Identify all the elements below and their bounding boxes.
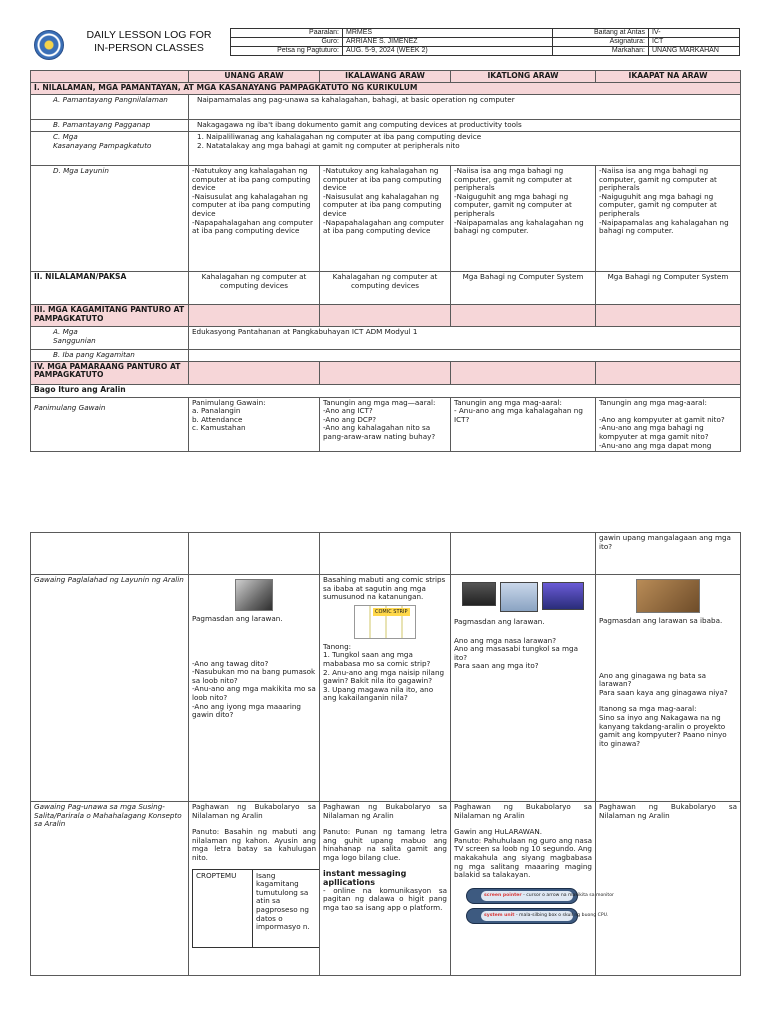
laptop-image [542, 582, 584, 610]
row-pamantayang-pagganap [31, 120, 741, 132]
pagunawa-day2-term: instant messaging apllications [323, 868, 407, 887]
row-panimulang-gawain [31, 397, 741, 452]
pagunawa-day1-text: Panuto: Basahin ng mabuti ang nilalaman ng kahon. Ayusin ang mga letra batay sa kahulugan nito. [192, 827, 316, 862]
pagunawa-day1 [189, 802, 320, 976]
pagunawa-day3 [451, 802, 614, 976]
asignatura-value: ICT [649, 38, 740, 47]
row-iba-pang-kagamitan [31, 350, 741, 362]
pagunawa-day4-title: Paghawan ng Bukabolaryo sa Nilalaman ng Aralin [599, 802, 737, 820]
panimulang-day4-continued: gawin upang mangalagaan ang mga ito? [596, 533, 741, 575]
document-title: DAILY LESSON LOG FOR IN-PERSON CLASSES [86, 29, 212, 54]
pagunawa-day3-sub: Gawin ang HuLARAWAN. [454, 827, 543, 837]
column-header-row [31, 71, 741, 83]
value-pamantayang-pangnilalaman: Naipamamalas ang pag-unawa sa kahalagahan, bahagi, at basic operation ng computer [189, 95, 741, 120]
panimulang-day3: Tanungin ang mga mag-aaral: - Anu-ano ang mga kahalagahan ng ICT? [451, 397, 596, 452]
label-paglalahad: Gawaing Paglalahad ng Layunin ng Aralin [31, 575, 189, 802]
vocab-pill-screen-pointer [466, 888, 614, 904]
jumbled-word-box [192, 869, 320, 948]
paksa-day1: Kahalagahan ng computer at computing devices [189, 272, 320, 305]
section-4-row [31, 361, 741, 384]
paglalahad-day1-questions: -Ano ang tawag dito? -Nasubukan mo na bang pumasok sa loob nito? -Anu-ano ang mga makikita mo sa loob nito? -Ano ang iyong mga maaaring gawin dito? [192, 658, 316, 720]
computer-devices-images [454, 582, 592, 612]
label-pamantayang-pangnilalaman: A. Pamantayang Pangnilalaman [31, 95, 189, 120]
paglalahad-day3 [451, 575, 596, 802]
panimulang-day2: Tanungin ang mga mag—aaral: -Ano ang ICT? -Ano ang DCP? -Ano ang kahalagahan nito sa pang-araw-araw nating buhay? [320, 397, 451, 452]
layunin-day1: -Natutukoy ang kahalagahan ng computer at iba pang computing device -Naisusulat ang kahalagahan ng computer at iba pang computing device -Napapahalagahan ang computer at iba pang computing device [189, 166, 320, 272]
child-using-computer-image [636, 579, 700, 613]
row-mga-layunin [31, 166, 741, 272]
paaralan-value: MRMES [343, 29, 553, 38]
vocab-pill-1-key: screen pointer [484, 892, 522, 898]
petsa-label: Petsa ng Pagtuturo: [231, 47, 343, 56]
row-pag-unawa [31, 802, 741, 976]
col-day2: IKALAWANG ARAW [320, 71, 451, 83]
row-bago-ituro [31, 384, 741, 397]
paglalahad-day3-caption: Pagmasdan ang larawan. [454, 617, 545, 626]
panimulang-day1: Panimulang Gawain: a. Panalangin b. Attendance c. Kamustahan [189, 397, 320, 452]
pagunawa-day3-text: Panuto: Pahuhulaan ng guro ang nasa TV screen sa loob ng 10 segundo. Ang makakahula ang siyang magbabasa ng mga salitang maaaring maging balakid sa talakayan. [454, 835, 592, 880]
guro-value: ARRIANE S. JIMENEZ [343, 38, 553, 47]
pagunawa-day2-text: Panuto: Punan ng tamang letra ang guhit upang mabuo ang hinahanap na salita gamit ang mga logo bilang clue. [323, 827, 447, 862]
layunin-day2: -Natutukoy ang kahalagahan ng computer at iba pang computing device -Naisusulat ang kahalagahan ng computer at iba pang computing device -Napapahalagahan ang computer at iba pang computing device [320, 166, 451, 272]
classroom-photo [235, 579, 273, 611]
paglalahad-day4-questions: Ano ang ginagawa ng bata sa larawan? Para saan kaya ang ginagawa niya? [599, 670, 728, 697]
row-pamantayang-pangnilalaman [31, 95, 741, 120]
comic-strip-tag: COMIC STRIP [375, 608, 408, 615]
layunin-day3: -Naiisa isa ang mga bahagi ng computer, gamit ng computer at peripherals -Naiguguhit ang mga bahagi ng computer, gamit ng computer at peripherals -Naipapamalas ang kahalagahan ng bahagi ng computer. [451, 166, 596, 272]
pagunawa-day2-definition: - online na komunikasyon sa pagitan ng dalawa o higit pang mga tao sa isang app o platform. [323, 885, 447, 912]
paglalahad-day4-caption: Pagmasdan ang larawan sa ibaba. [599, 616, 723, 625]
section-3-row [31, 305, 741, 327]
vocab-pill-2-text: - mala-silbing box o skull ng buong CPU. [514, 912, 609, 918]
value-kasanayang-pampagkatuto: 1. Naipaliliwanag ang kahalagahan ng computer at iba pang computing device 2. Natatalakay ang mga bahagi at gamit ng computer at peripherals nito [189, 132, 741, 166]
label-iba-pang-kagamitan: B. Iba pang Kagamitan [31, 350, 189, 362]
header-info-grid [230, 28, 740, 56]
label-sanggunian: A. Mga Sanggunian [31, 327, 189, 350]
label-mga-layunin: D. Mga Layunin [31, 166, 189, 272]
col-day3: IKATLONG ARAW [451, 71, 596, 83]
lesson-log-table-page2 [30, 532, 741, 976]
section-3-title: III. MGA KAGAMITANG PANTURO AT PAMPAGKATUTO [31, 305, 189, 327]
label-kasanayang-pampagkatuto: C. Mga Kasanayang Pampagkatuto [31, 132, 189, 166]
paaralan-label: Paaralan: [231, 29, 343, 38]
deped-seal-icon [34, 30, 64, 60]
value-sanggunian: Edukasyong Pantahanan at Pangkabuhayan ICT ADM Modyul 1 [189, 327, 741, 350]
jumbled-word-definition: Isang kagamitang tumutulong sa atin sa pagproseso ng datos o impormasyo n. [253, 869, 320, 947]
label-panimulang-gawain: Panimulang Gawain [31, 397, 189, 452]
lesson-log-table-page1 [30, 70, 741, 452]
paksa-day2: Kahalagahan ng computer at computing devices [320, 272, 451, 305]
section-1-row [31, 83, 741, 95]
col-day1: UNANG ARAW [189, 71, 320, 83]
markahan-value: UNANG MARKAHAN [649, 47, 740, 56]
asignatura-label: Asignatura: [553, 38, 649, 47]
paksa-day3: Mga Bahagi ng Computer System [451, 272, 596, 305]
row-nilalaman-paksa [31, 272, 741, 305]
comic-strip-image [354, 605, 416, 639]
desktop-computer-image [500, 582, 538, 612]
jumbled-word: CROPTEMU [193, 869, 253, 947]
col-day4: IKAAPAT NA ARAW [596, 71, 741, 83]
baitang-label: Baitang at Antas [553, 29, 649, 38]
row-sanggunian [31, 327, 741, 350]
pagunawa-day4 [596, 802, 741, 976]
pagunawa-day2-title: Paghawan ng Bukabolaryo sa Nilalaman ng Aralin [323, 802, 447, 820]
markahan-label: Markahan: [553, 47, 649, 56]
panimulang-day4: Tanungin ang mga mag-aaral: -Ano ang kompyuter at gamit nito? -Anu-ano ang mga bahagi ng kompyuter at mga gamit nito? -Anu-ano ang mga dapat mong [596, 397, 741, 452]
baitang-value: IV- [649, 29, 740, 38]
paglalahad-day4-more: Itanong sa mga mag-aaral: Sino sa inyo ang Nakagawa na ng kanyang takdang-aralin o proyekto gamit ang kompyuter? Paano ninyo ito ginawa? [599, 704, 727, 748]
row-panimulang-continued [31, 533, 741, 575]
vocab-pill-2-key: system unit [484, 912, 515, 918]
paglalahad-day2-intro: Basahing mabuti ang comic strips sa ibaba at sagutin ang mga sumusunod na katanungan. [323, 575, 446, 602]
document-header [30, 28, 740, 62]
vocab-pill-system-unit [466, 908, 609, 924]
label-pag-unawa: Gawaing Pag-unawa sa mga Susing- Salita/Parirala o Mahahalagang Konsepto sa Aralin [31, 802, 189, 976]
row-kasanayang-pampagkatuto [31, 132, 741, 166]
layunin-day4: -Naiisa isa ang mga bahagi ng computer, gamit ng computer at peripherals -Naiguguhit ang mga bahagi ng computer, gamit ng computer at peripherals -Naipapamalas ang kahalagahan ng bahagi ng computer. [596, 166, 741, 272]
pagunawa-day1-title: Paghawan ng Bukabolaryo sa Nilalaman ng Aralin [192, 802, 316, 820]
pagunawa-day3-title: Paghawan ng Bukabolaryo sa Nilalaman ng Aralin [454, 802, 592, 820]
paglalahad-day1 [189, 575, 320, 802]
paglalahad-day2 [320, 575, 451, 802]
paglalahad-day1-caption: Pagmasdan ang larawan. [192, 614, 283, 623]
vocab-pill-1-text: - cursor o arrow na makikita sa monitor [521, 892, 614, 898]
paksa-day4: Mga Bahagi ng Computer System [596, 272, 741, 305]
guro-label: Guro: [231, 38, 343, 47]
paglalahad-day4 [596, 575, 741, 802]
pagunawa-day2 [320, 802, 451, 976]
section-4-title: IV. MGA PAMARAANG PANTURO AT PAMPAGKATUTO [31, 361, 189, 384]
label-nilalaman-paksa: II. NILALAMAN/PAKSA [31, 272, 189, 305]
value-pamantayang-pagganap: Nakagagawa ng iba't ibang dokumento gamit ang computing devices at productivity tools [189, 120, 741, 132]
paglalahad-day2-questions: Tanong: 1. Tungkol saan ang mga mababasa mo sa comic strip? 2. Anu-ano ang mga naisip nilang gawin? Bakit nila ito gagawin? 3. Upang magawa nila ito, ano ang kakailanganin nila? [323, 641, 445, 703]
section-1-title: I. NILALAMAN, MGA PAMANTAYAN, AT MGA KASANAYANG PAMPAGKATUTO NG KURIKULUM [31, 83, 741, 95]
paglalahad-day3-questions: Ano ang mga nasa larawan? Ano ang masasabi tungkol sa mga ito? Para saan ang mga ito? [454, 635, 578, 671]
row-paglalahad [31, 575, 741, 802]
typewriter-image [462, 582, 496, 606]
bago-ituro-title: Bago Ituro ang Aralin [31, 384, 741, 397]
label-pamantayang-pagganap: B. Pamantayang Pagganap [31, 120, 189, 132]
petsa-value: AUG. 5-9, 2024 (WEEK 2) [343, 47, 553, 56]
